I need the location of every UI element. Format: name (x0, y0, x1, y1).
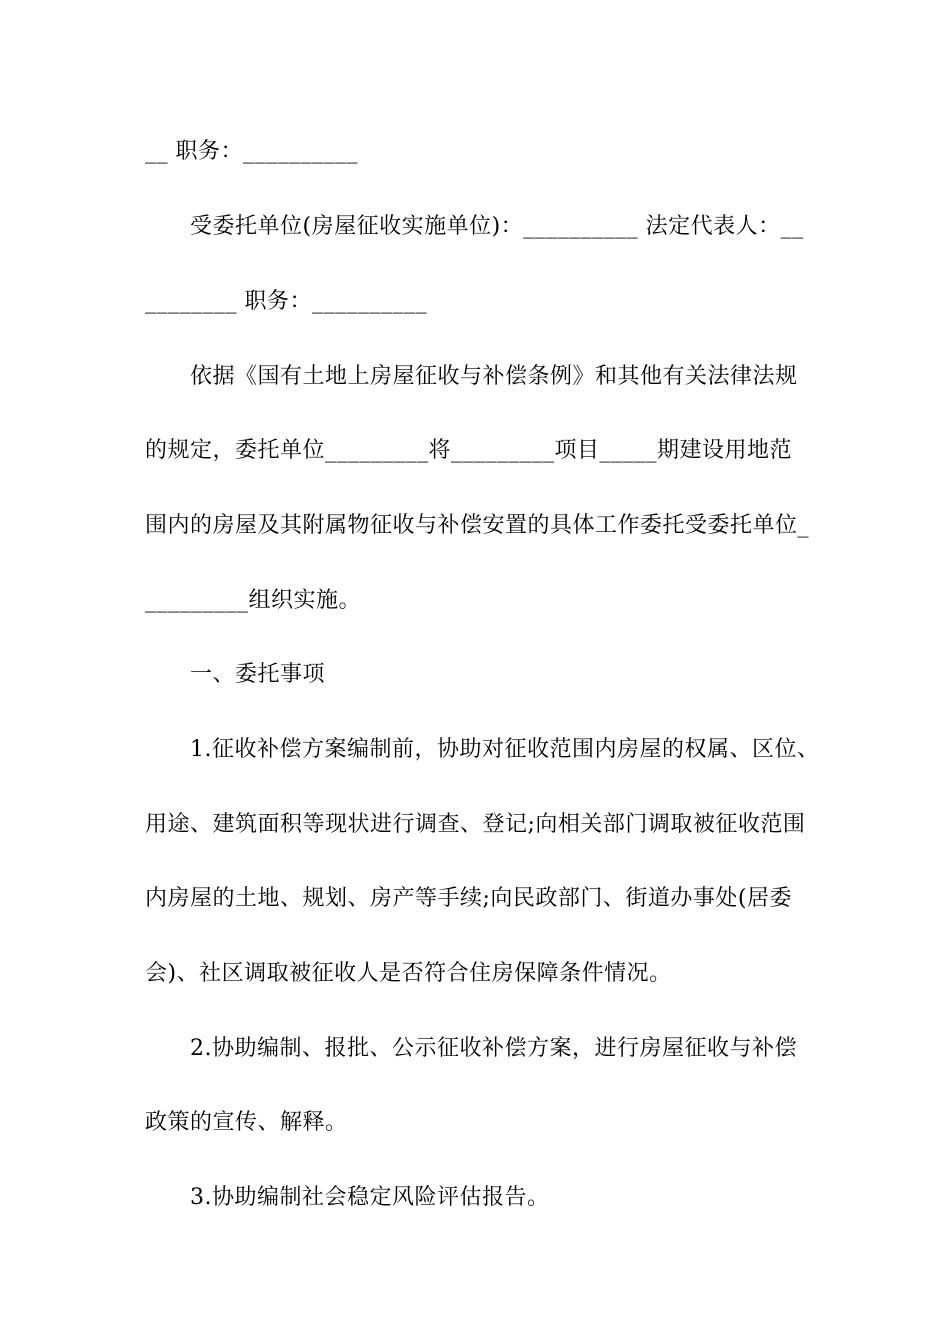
item-2-line-1: 2.协助编制、报批、公示征收补偿方案，进行房屋征收与补偿 (190, 1036, 797, 1061)
entrusted-unit-position-line: ________ 职务：__________ (145, 289, 427, 314)
position-line-continued: __ 职务：__________ (145, 139, 358, 164)
entrusted-unit-line: 受委托单位(房屋征收实施单位)：__________ 法定代表人：__ (190, 214, 804, 239)
item-1-line-3: 内房屋的土地、规划、房产等手续;向民政部门、街道办事处(居委 (145, 886, 792, 911)
item-2-line-2: 政策的宣传、解释。 (145, 1110, 348, 1135)
basis-paragraph-line-2: 的规定，委托单位_________将_________项目_____期建设用地范 (145, 438, 793, 463)
item-3-line-1: 3.协助编制社会稳定风险评估报告。 (190, 1185, 550, 1210)
item-1-line-1: 1.征收补偿方案编制前，协助对征收范围内房屋的权属、区位、 (190, 737, 820, 762)
basis-paragraph-line-4: _________组织实施。 (145, 588, 362, 613)
item-1-line-4: 会)、社区调取被征收人是否符合住房保障条件情况。 (145, 961, 672, 986)
basis-paragraph-line-1: 依据《国有土地上房屋征收与补偿条例》和其他有关法律法规 (190, 364, 798, 389)
basis-paragraph-line-3: 围内的房屋及其附属物征收与补偿安置的具体工作委托受委托单位_ (145, 513, 810, 538)
section-heading-entrusted-matters: 一、委托事项 (190, 662, 326, 687)
item-1-line-2: 用途、建筑面积等现状进行调查、登记;向相关部门调取被征收范围 (145, 812, 806, 837)
